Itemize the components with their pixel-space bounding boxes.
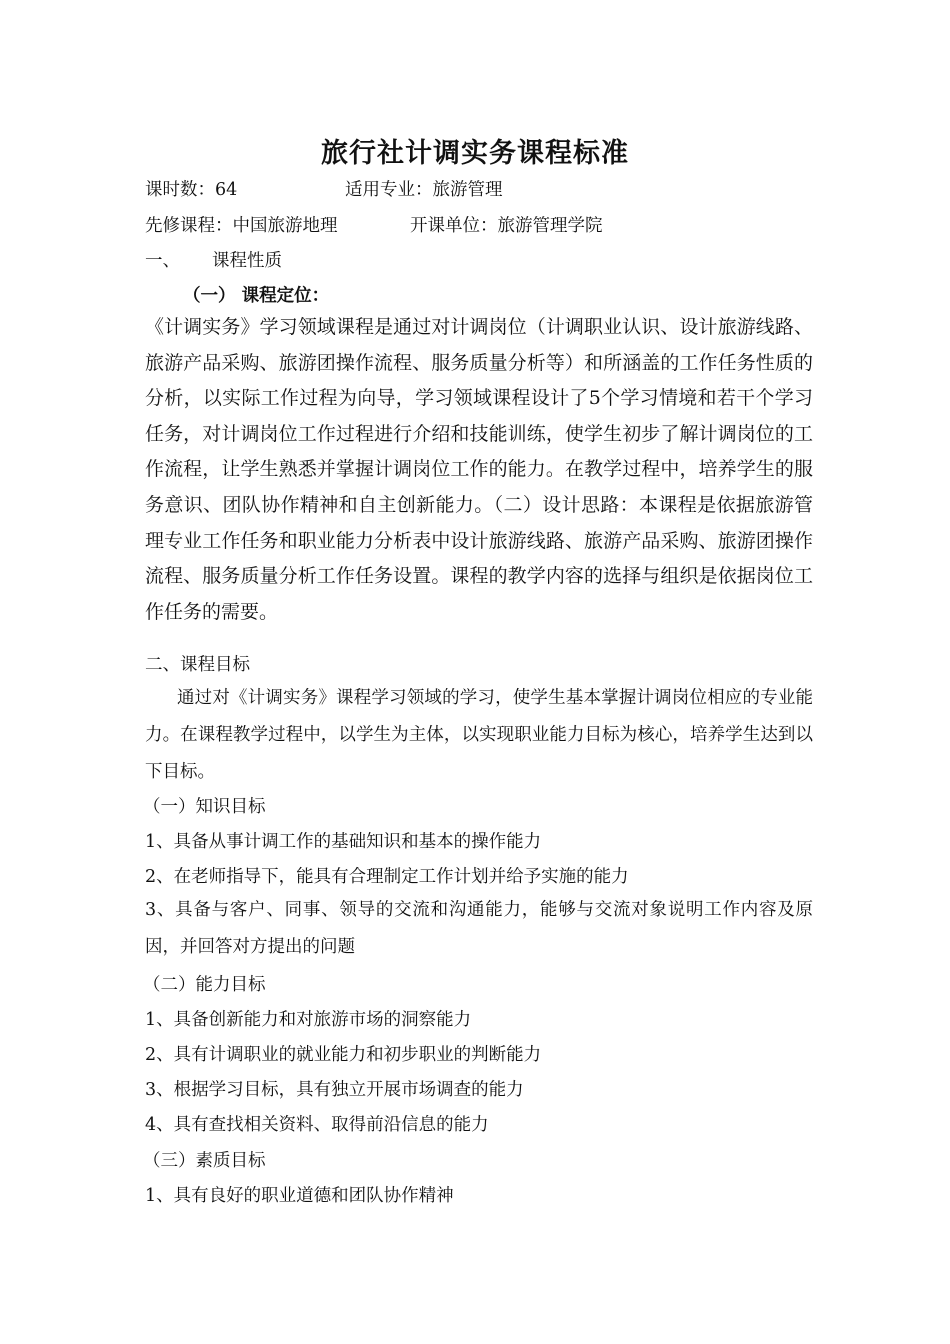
section1-heading: 课程性质 [212,251,282,271]
quality-goals-heading: （三）素质目标 [143,1151,266,1171]
knowledge-goal-3: 3、具备与客户、同事、领导的交流和沟通能力，能够与交流对象说明工作内容及原因，并回答对方提出的问题 [145,900,813,957]
prerequisite-course: 先修课程：中国旅游地理 [145,216,338,236]
ability-goals-heading: （二）能力目标 [143,975,266,995]
course-goal-intro: 通过对《计调实务》课程学习领域的学习，使学生基本掌握计调岗位相应的专业能力。在课程教学过程中，以学生为主体，以实现职业能力目标为核心，培养学生达到以下目标。 [145,688,813,782]
knowledge-goal-1: 1、具备从事计调工作的基础知识和基本的操作能力 [145,832,542,852]
knowledge-goal-2: 2、在老师指导下，能具有合理制定工作计划并给予实施的能力 [145,867,629,887]
applicable-major: 适用专业：旅游管理 [345,180,503,200]
ability-goal-1: 1、具备创新能力和对旅游市场的洞察能力 [145,1010,472,1030]
section2-heading: 二、课程目标 [145,655,250,675]
section1-heading-number: 一、 [145,251,180,271]
course-hours: 课时数：64 [145,180,238,200]
quality-goal-1: 1、具有良好的职业道德和团队协作精神 [145,1186,454,1206]
course-nature-paragraph: 《计调实务》学习领域课程是通过对计调岗位（计调职业认识、设计旅游线路、旅游产品采购、旅游团操作流程、服务质量分析等）和所涵盖的工作任务性质的分析，以实际工作过程为向导，学习领域课程设计了5个学习情境和若干个学习任务，对计调岗位工作过程进行介绍和技能训练，使学生初步了解计调岗位的工作流程，让学生熟悉并掌握计调岗位工作的能力。在教学过程中，培养学生的服务意识、团队协作精神和自主创新能力。（二）设计思路：本课程是依据旅游管理专业工作任务和职业能力分析表中设计旅游线路、旅游产品采购、旅游团操作流程、服务质量分析工作任务设置。课程的教学内容的选择与组织是依据岗位工作任务的需要。 [145,316,813,623]
course-positioning-heading: （一） 课程定位： [183,286,330,306]
ability-goal-3: 3、根据学习目标，具有独立开展市场调查的能力 [145,1080,524,1100]
ability-goal-4: 4、具有查找相关资料、取得前沿信息的能力 [145,1115,489,1135]
offering-department: 开课单位：旅游管理学院 [410,216,603,236]
knowledge-goals-heading: （一）知识目标 [143,797,266,817]
document-title: 旅行社计调实务课程标准 [321,138,629,169]
ability-goal-2: 2、具有计调职业的就业能力和初步职业的判断能力 [145,1045,542,1065]
